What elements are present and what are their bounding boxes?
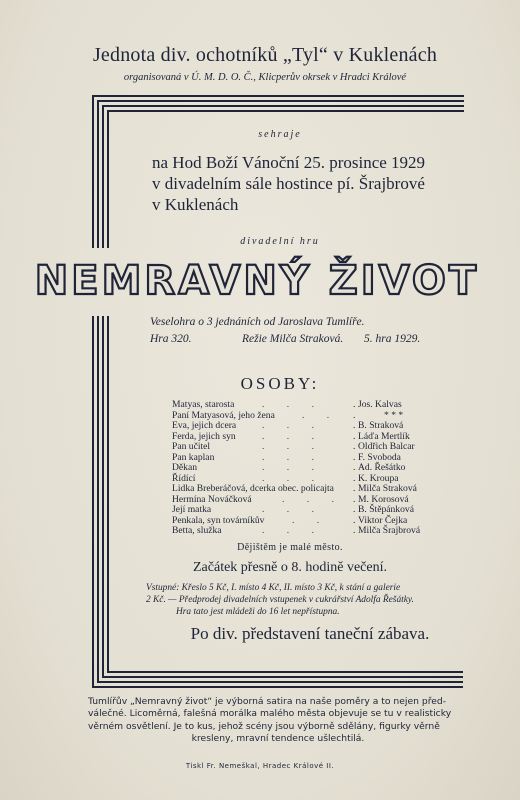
cast-leader: . . . <box>262 525 324 536</box>
cast-separator: . <box>353 430 356 442</box>
cast-leader: . . . <box>262 451 324 463</box>
play-performance: 5. hra 1929. <box>364 333 421 345</box>
cast-role: Řídící <box>172 472 196 484</box>
cast-separator: . <box>353 462 356 473</box>
cast-row <box>172 505 472 516</box>
cast-role: Lidka Breberáčová, dcerka obec. policajta <box>172 483 334 494</box>
cast-separator: . <box>353 409 356 421</box>
cast-role: Děkan <box>172 462 198 473</box>
cast-separator: . <box>353 399 356 410</box>
cast-row <box>172 442 472 453</box>
cast-leader: . . <box>292 514 330 526</box>
cast-actor: Ad. Řešátko <box>358 462 406 473</box>
cast-separator: . <box>353 483 356 494</box>
cast-leader: . . . <box>262 472 324 484</box>
cast-actor: B. Štěpánková <box>358 504 414 515</box>
cast-separator: . <box>353 525 356 536</box>
cast-row <box>172 400 472 411</box>
cast-separator: . <box>353 514 356 526</box>
cast-leader: . . . <box>262 462 324 473</box>
cast-role: Hermína Nováčková <box>172 493 252 505</box>
play-title: NEMRAVNÝ ŽIVOT <box>34 258 480 304</box>
printer-credit: Tiskl Fr. Nemeškal, Hradec Králové II. <box>185 762 335 770</box>
cast-role: Ferda, jejich syn <box>172 430 236 442</box>
cast-actor: Viktor Čejka <box>358 514 408 526</box>
cast-leader: . . . <box>282 493 344 505</box>
cast-row <box>172 463 472 474</box>
event-town-line: v Kuklenách <box>152 195 239 214</box>
cast-leader: . . . <box>262 441 324 452</box>
cast-actor: Láďa Mertlík <box>358 430 410 442</box>
cast-role: Její matka <box>172 504 212 515</box>
admission-line-2: 2 Kč. — Předprodej divadelních vstupenek v cukrářství Adolfa Řešátky. <box>146 595 414 605</box>
cast-separator: . <box>353 420 356 431</box>
cast-row <box>172 484 472 495</box>
cast-role: Pan učitel <box>172 441 211 452</box>
cast-actor: B. Straková <box>358 420 404 431</box>
admission-line-1: Vstupné: Křeslo 5 Kč, I. místo 4 Kč, II. místo 3 Kč, k stání a galerie <box>146 583 401 593</box>
cast-heading: OSOBY: <box>240 374 320 393</box>
cast-role: Eva, jejich dcera <box>172 420 237 431</box>
cast-actor: K. Kroupa <box>358 472 399 484</box>
cast-leader: . . . <box>262 399 324 410</box>
review-line-3: věrném osvětlení. Je to kus, jehož scény jsou výborně sdělány, figurky věrně <box>88 720 440 732</box>
cast-role: Matyas, starosta <box>172 399 235 410</box>
cast-actor: Jos. Kalvas <box>358 399 402 410</box>
cast-separator: . <box>353 472 356 484</box>
review-note <box>88 696 468 746</box>
divadelni-hru-label: divadelní hru <box>240 236 320 247</box>
cast-role: Penkala, syn továrníkův <box>172 514 265 526</box>
organization-subtitle: organisovaná v Ú. M. D. O. Č., Klicperův okrsek v Hradci Králové <box>123 72 407 83</box>
cast-leader: . . . <box>262 420 324 431</box>
event-details <box>152 152 482 215</box>
play-director: Režie Milča Straková. <box>242 333 344 345</box>
cast-separator: . <box>353 493 356 505</box>
cast-actor: F. Svoboda <box>358 451 401 463</box>
start-time: Začátek přesně o 8. hodině večení. <box>193 560 387 575</box>
cast-actor: M. Korosová <box>358 493 409 505</box>
cast-role: Pan kaplan <box>172 451 215 463</box>
cast-leader: . . . <box>262 430 324 442</box>
cast-leader: . . <box>302 409 340 421</box>
cast-separator: . <box>353 451 356 463</box>
review-line-4: kresleny, mravní tendence ušlechtilá. <box>191 733 365 745</box>
event-date-line: na Hod Boží Vánoční 25. prosince 1929 <box>152 153 426 172</box>
cast-separator: . <box>353 441 356 452</box>
cast-row <box>172 421 472 432</box>
organization-name: Jednota div. ochotníků „Tyl“ v Kuklenách <box>92 44 438 66</box>
cast-actor: Milča Straková <box>358 483 417 494</box>
cast-actor: Oldřich Balcar <box>358 441 415 452</box>
cast-list <box>172 400 472 537</box>
admission-line-3: Hra tato jest mládeži do 16 let nepřístupna. <box>176 607 340 617</box>
cast-role: Paní Matyasová, jeho žena <box>172 409 275 421</box>
cast-leader: . . . <box>262 504 324 515</box>
play-genre: Veselohra o 3 jednáních od Jaroslava Tumlíře. <box>150 316 365 328</box>
cast-actor: * * * <box>384 409 404 421</box>
sehraje-label: sehraje <box>258 129 302 140</box>
review-line-2: válečné. Licoměrná, falešná morálka malého města objevuje se tu v realisticky <box>88 708 452 720</box>
admission-info <box>146 582 472 618</box>
setting-note: Dějištěm je malé město. <box>237 542 343 553</box>
cast-row <box>172 526 472 537</box>
review-line-1: Tumlířův „Nemravný život“ je výborná satira na naše poměry a to nejen před- <box>88 696 447 707</box>
cast-role: Betta, služka <box>172 525 222 536</box>
cast-actor: Milča Šrajbrová <box>358 525 421 536</box>
cast-separator: . <box>353 504 356 515</box>
event-venue-line: v divadelním sále hostince pí. Šrajbrové <box>152 174 425 193</box>
play-number: Hra 320. <box>150 333 192 345</box>
dance-announcement: Po div. představení taneční zábava. <box>190 624 430 643</box>
